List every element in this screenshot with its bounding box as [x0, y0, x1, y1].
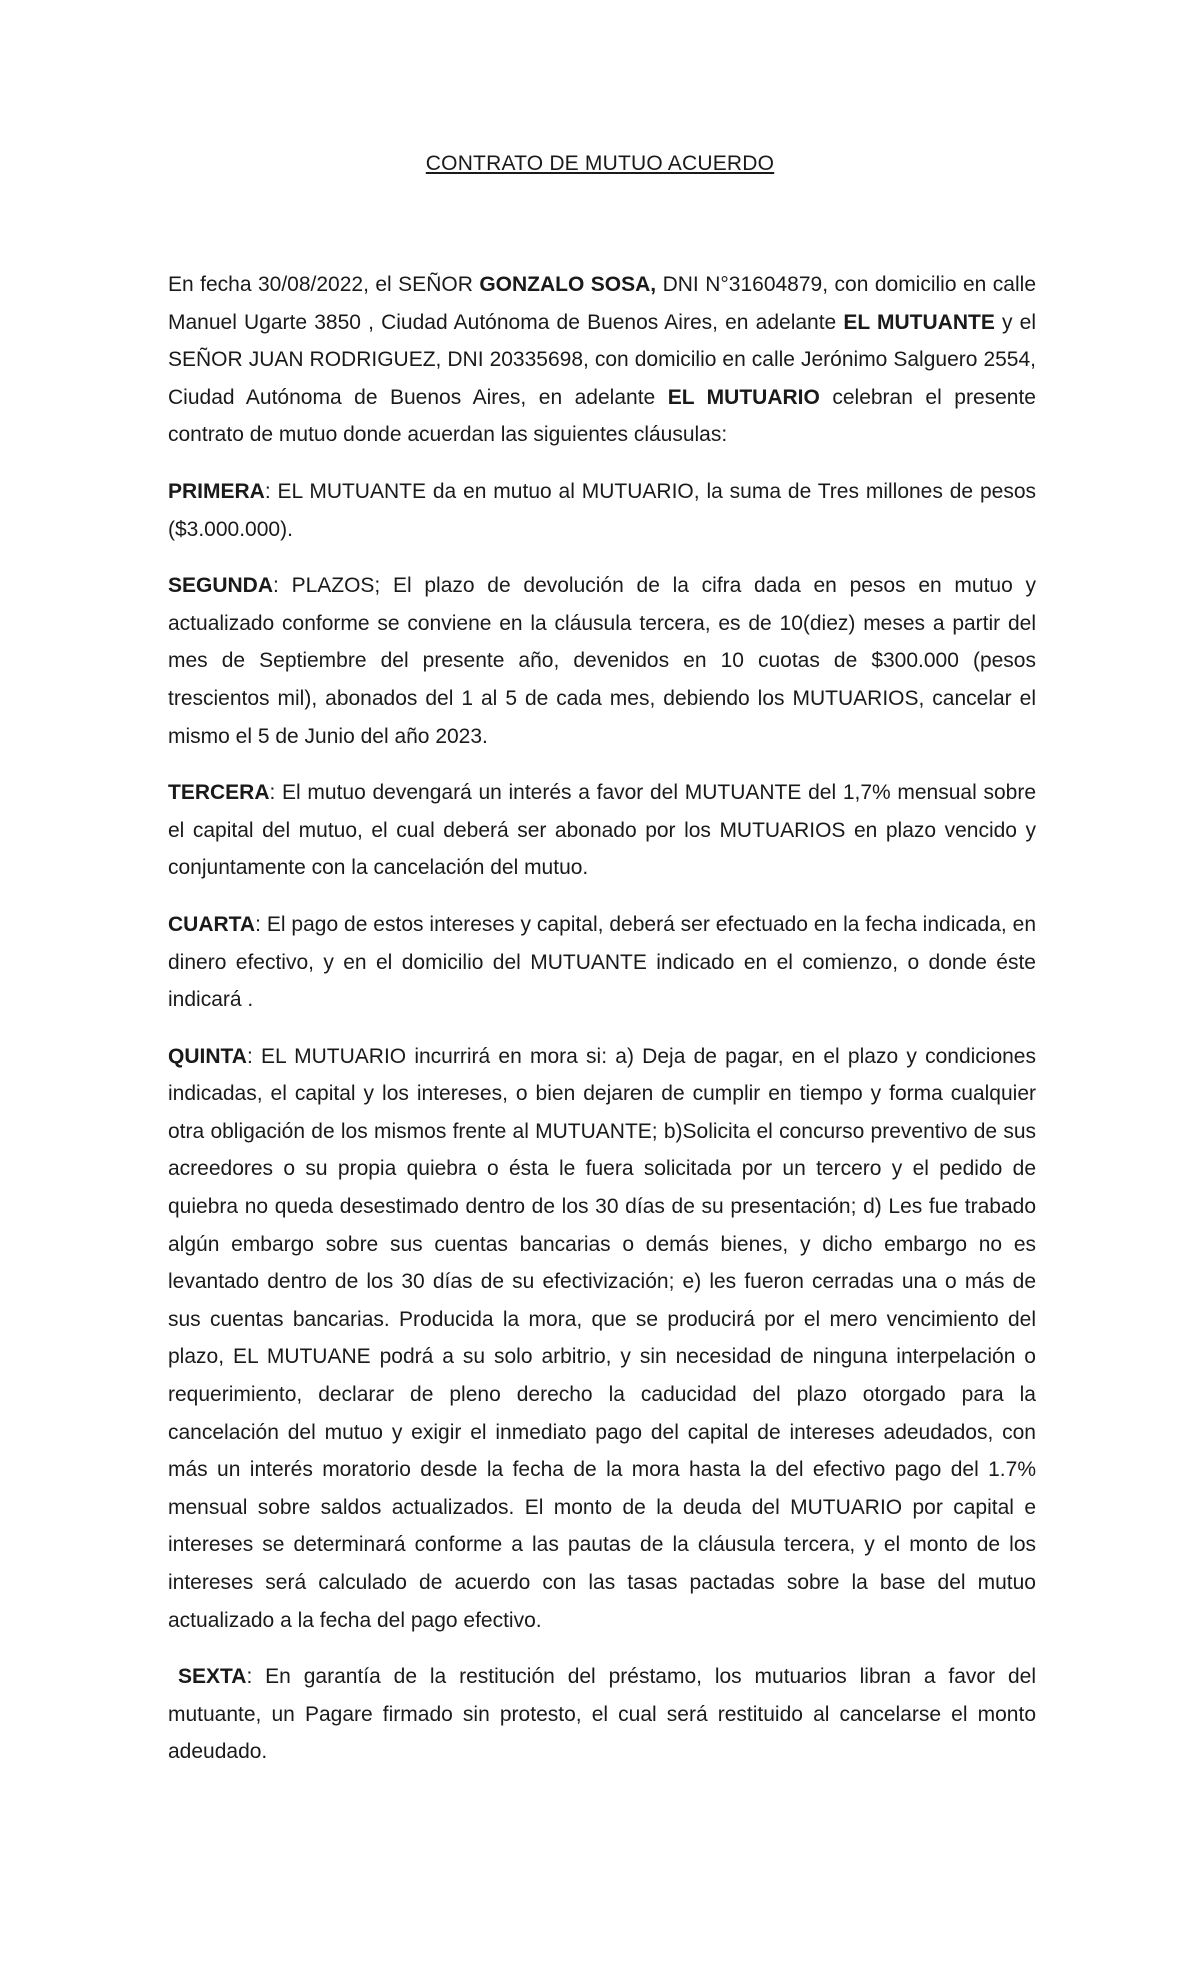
document-title: CONTRATO DE MUTUO ACUERDO — [425, 152, 775, 175]
clause-text: : EL MUTUANTE da en mutuo al MUTUARIO, la suma de Tres millones de pesos ($3.000.000). — [168, 479, 1036, 541]
clause-cuarta — [168, 906, 1036, 1019]
intro-text-4: celebran el presente contrato de mutuo donde acuerdan las siguientes cláusulas: — [168, 385, 1036, 447]
clause-quinta — [168, 1038, 1036, 1640]
clause-segunda — [168, 567, 1036, 755]
clause-text: : El mutuo devengará un interés a favor del MUTUANTE del 1,7% mensual sobre el capital del mutuo, el cual deberá ser abonado por los MUTUARIOS en plazo vencido y conjuntamente con la cancelación del mutuo. — [168, 781, 1036, 880]
intro-paragraph — [168, 266, 1036, 454]
clause-sexta — [168, 1658, 1036, 1771]
clause-label: SEGUNDA — [168, 574, 274, 598]
clause-label: PRIMERA — [168, 479, 265, 503]
intro-text-2: DNI N°31604879, con domicilio en calle Manuel Ugarte 3850 , Ciudad Autónoma de Buenos Aires, en adelante — [168, 273, 1036, 334]
clause-text: : En garantía de la restitución del préstamo, los mutuarios libran a favor del mutuante, un Pagare firmado sin protesto, el cual será restituido al cancelarse el monto adeudado. — [168, 1665, 1036, 1764]
lender-role: EL MUTUANTE — [843, 310, 995, 334]
borrower-role: EL MUTUARIO — [667, 385, 820, 409]
clause-text: : EL MUTUARIO incurrirá en mora si: a) Deja de pagar, en el plazo y condiciones indicadas, el capital y los intereses, o bien dejaren de cumplir en tiempo y forma cualquier otra obligación de los mismos frente al MUTUANTE; b)Solicita el concurso preventivo de sus acreedores o su propia quiebra o ésta le fuera solicitada por un tercero y el pedido de quiebra no queda desestimado dentro de los 30 días de su presentación; d) Les fue trabado algún embargo sobre sus cuentas bancarias o demás bienes, y dicho embargo no es levantado dentro de los 30 días de su efectivización; e) les fueron cerradas una o más de sus cuentas bancarias. Producida la mora, que se producirá por el mero vencimiento del plazo, EL MUTUANE podrá a su solo arbitrio, y sin necesidad de ninguna interpelación o requerimiento, declarar de pleno derecho la caducidad del plazo otorgado para la cancelación del mutuo y exigir el inmediato pago del capital de intereses adeudados, con más un interés moratorio desde la fecha de la mora hasta la del efectivo pago del 1.7% mensual sobre saldos actualizados. El monto de la deuda del MUTUARIO por capital e intereses se determinará conforme a las pautas de la cláusula tercera, y el monto de los intereses será calculado de acuerdo con las tasas pactadas sobre la base del mutuo actualizado a la fecha del pago efectivo. — [168, 1044, 1036, 1632]
clause-primera — [168, 473, 1036, 548]
clause-label: TERCERA — [168, 781, 270, 805]
document-body — [168, 266, 1036, 1790]
intro-text-3: y el SEÑOR JUAN RODRIGUEZ, DNI 20335698, con domicilio en calle Jerónimo Salguero 2554, Ciudad Autónoma de Buenos Aires, en adelante — [168, 310, 1036, 409]
clause-label: QUINTA — [168, 1044, 247, 1068]
intro-text-1: En fecha 30/08/2022, el SEÑOR — [168, 273, 480, 296]
clause-label: SEXTA — [178, 1665, 247, 1689]
clause-text: : PLAZOS; El plazo de devolución de la cifra dada en pesos en mutuo y actualizado conforme se conviene en la cláusula tercera, es de 10(diez) meses a partir del mes de Septiembre del presente año, devenidos en 10 cuotas de $300.000 (pesos trescientos mil), abonados del 1 al 5 de cada mes, debiendo los MUTUARIOS, cancelar el mismo el 5 de Junio del año 2023. — [168, 574, 1036, 748]
lender-name: GONZALO SOSA, — [479, 273, 657, 296]
clause-text: : El pago de estos intereses y capital, deberá ser efectuado en la fecha indicada, en dinero efectivo, y en el domicilio del MUTUANTE indicado en el comienzo, o donde éste indicará . — [168, 912, 1036, 1012]
clause-tercera — [168, 774, 1036, 887]
clause-label: CUARTA — [168, 912, 256, 936]
